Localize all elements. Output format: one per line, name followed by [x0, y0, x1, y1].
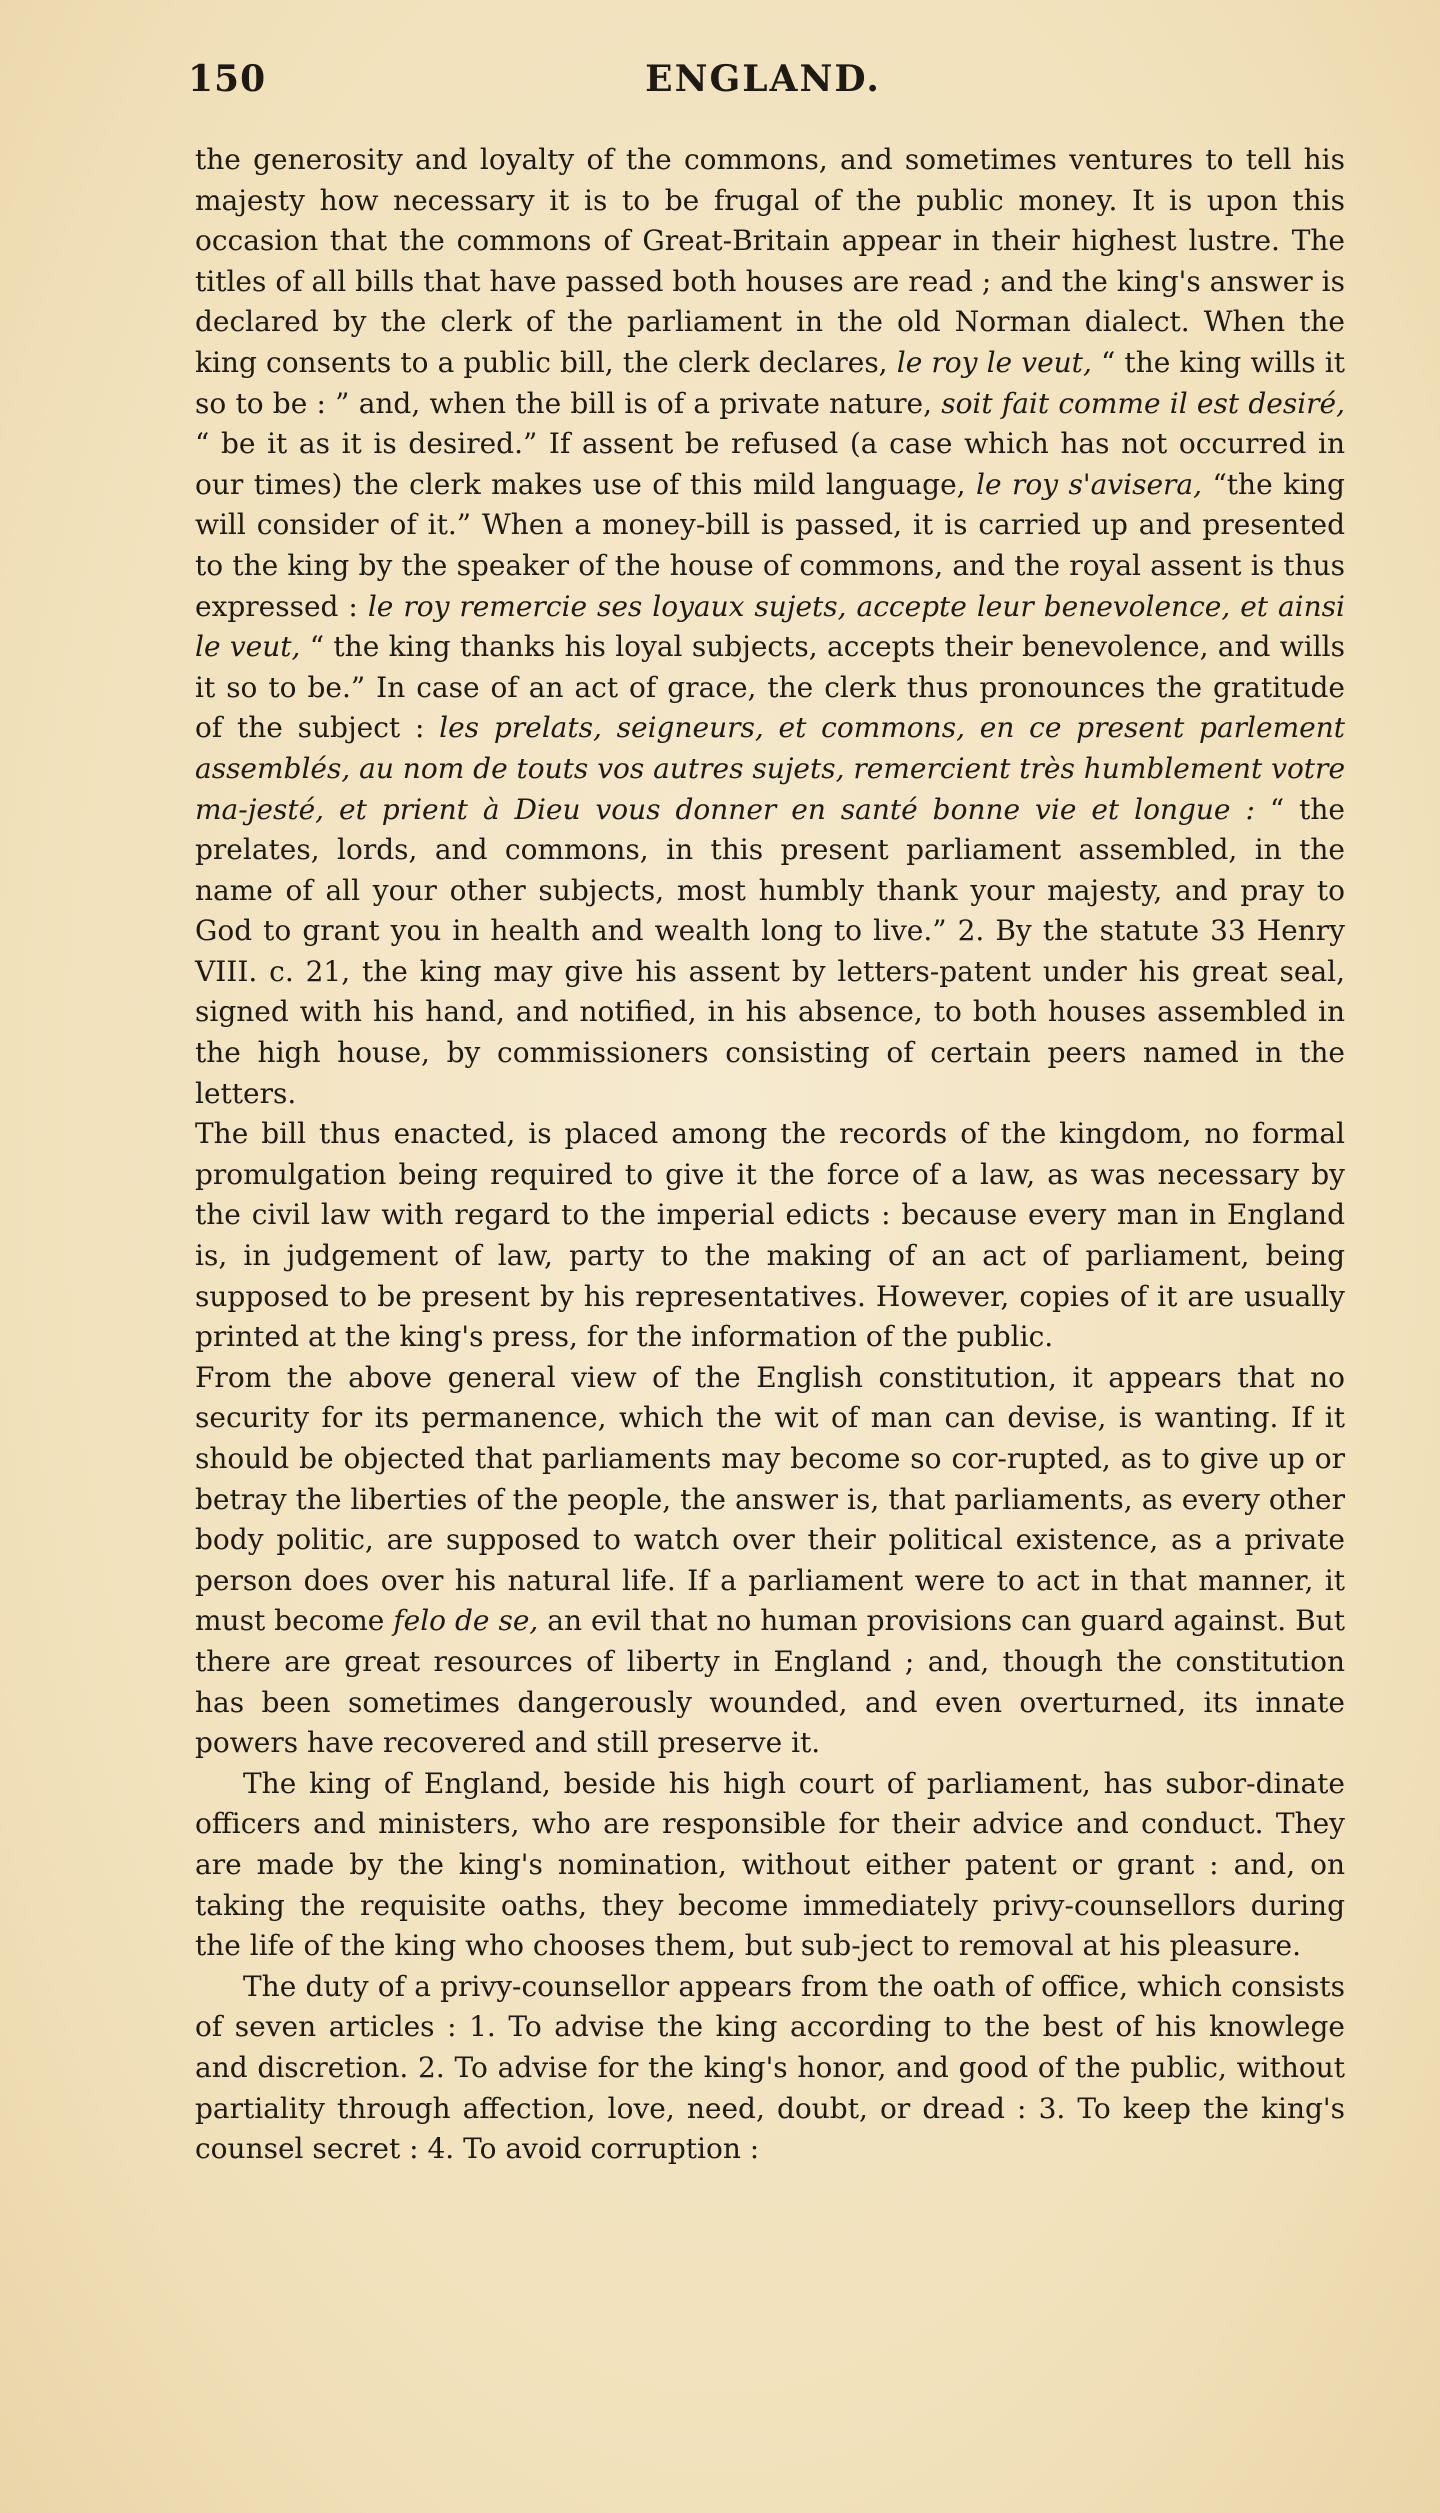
- paragraph: [195, 1764, 1345, 1967]
- text-run: an evil that no human provisions can guard against. But there are great resources of liberty in England ; and, though the constitution has been sometimes dangerously wounded, and even overturned, its innate powers have recovered and still preserve it.: [195, 1604, 1345, 1760]
- text-run: The king of England, beside his high court of parliament, has subor-dinate officers and ministers, who are responsible for their advice and conduct. They are made by the king's nomination, without either patent or grant : and, on taking the requisite oaths, they become immediately privy-counsellors during the life of the king who chooses them, but sub-ject to removal at his pleasure.: [195, 1766, 1345, 1963]
- italic-text: le roy s'avisera,: [976, 467, 1202, 501]
- body-text: [195, 140, 1345, 2170]
- italic-text: felo de se,: [393, 1604, 539, 1638]
- text-run: the generosity and loyalty of the commons, and sometimes ventures to tell his majesty how necessary it is to be frugal of the public money. It is upon this occasion that the commons of Great-Britain appear in their highest lustre. The titles of all bills that have passed both houses are read ; and the king's answer is declared by the clerk of the parliament in the old Norman dialect. When the king consents to a public bill, the clerk declares,: [195, 143, 1345, 379]
- running-head: [188, 58, 1338, 114]
- page-number: 150: [188, 58, 267, 100]
- text-run: “ be it as it is desired.” If assent be refused (a case which has not occurred in our times) the clerk makes use of this mild language,: [195, 427, 1345, 501]
- italic-text: soit fait comme il est desiré,: [941, 386, 1346, 420]
- text-run: “ the prelates, lords, and commons, in this present parliament assembled, in the name of all your other subjects, most humbly thank your majesty, and pray to God to grant you in health and wealth long to live.” 2. By the statute 33 Henry VIII. c. 21, the king may give his assent by letters-patent under his great seal, signed with his hand, and notified, in his absence, to both houses assembled in the high house, by commissioners consisting of certain peers named in the letters.: [195, 792, 1345, 1110]
- paragraph: [195, 1114, 1345, 1358]
- text-run: “ the king thanks his loyal subjects, accepts their benevolence, and wills it so to be.” In case of an act of grace, the clerk thus pronounces the gratitude of the subject :: [195, 630, 1345, 745]
- italic-text: le roy remercie ses loyaux sujets, accepte leur benevolence, et ainsi le veut,: [195, 589, 1345, 664]
- paragraph: [195, 140, 1345, 1114]
- text-run: “the king will consider of it.” When a money-bill is passed, it is carried up and presented to the king by the speaker of the house of commons, and the royal assent is thus expressed :: [195, 467, 1345, 623]
- italic-text: les prelats, seigneurs, et commons, en ce present parlement assemblés, au nom de touts vos autres sujets, remercient très humblement votre ma-jesté, et prient à Dieu vous donner en santé bonne vie et longue :: [195, 711, 1346, 826]
- text-run: The bill thus enacted, is placed among the records of the kingdom, no formal promulgation being required to give it the force of a law, as was necessary by the civil law with regard to the imperial edicts : because every man in England is, in judgement of law, party to the making of an act of parliament, being supposed to be present by his representatives. However, copies of it are usually printed at the king's press, for the information of the public.: [195, 1117, 1345, 1354]
- paragraph: [195, 1358, 1345, 1764]
- text-run: From the above general view of the English constitution, it appears that no security for its permanence, which the wit of man can devise, is wanting. If it should be objected that parliaments may become so cor-rupted, as to give up or betray the liberties of the people, the answer is, that parliaments, as every other body politic, are supposed to watch over their political existence, as a private person does over his natural life. If a parliament were to act in that manner, it must become: [195, 1360, 1345, 1638]
- text-run: The duty of a privy-counsellor appears from the oath of office, which consists of seven articles : 1. To advise the king according to the best of his knowlege and discretion. 2. To advise for the king's honor, and good of the public, without partiality through affection, love, need, doubt, or dread : 3. To keep the king's counsel secret : 4. To avoid corruption :: [195, 1969, 1345, 2166]
- italic-text: le roy le veut,: [896, 345, 1092, 379]
- text-run: “ the king wills it so to be : ” and, when the bill is of a private nature,: [195, 345, 1345, 420]
- running-title: ENGLAND.: [645, 58, 881, 100]
- paragraph: [195, 1967, 1345, 2170]
